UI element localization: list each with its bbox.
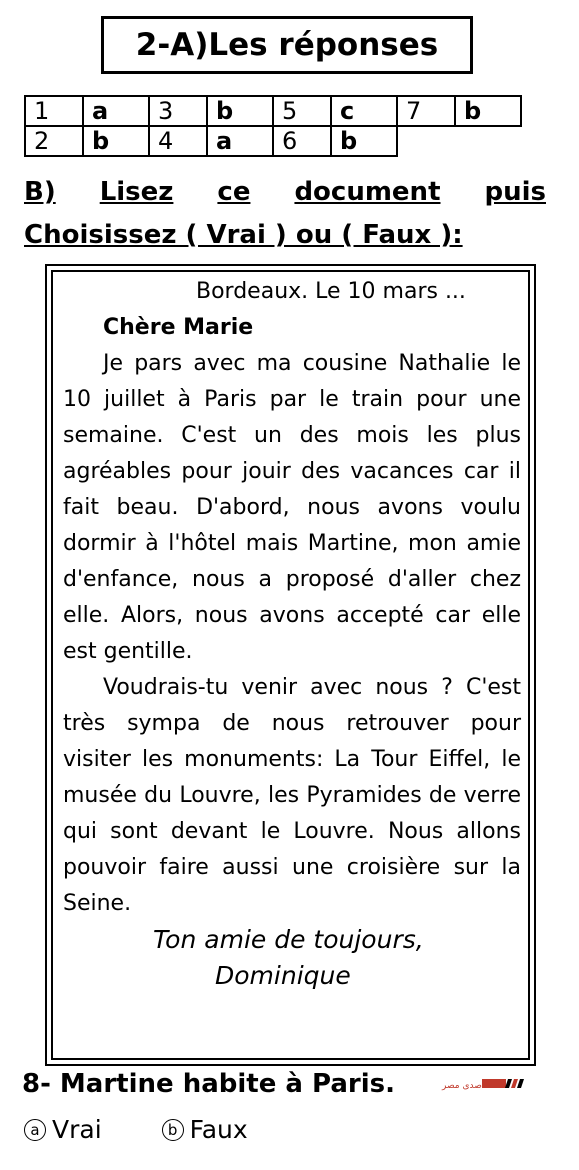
section-title — [101, 16, 473, 74]
instruction-word: B) — [24, 177, 56, 207]
section-title-text: 2-A)Les réponses — [135, 27, 439, 63]
answer-options — [24, 1112, 248, 1148]
option-vrai[interactable] — [24, 1112, 102, 1148]
question-8: 8- Martine habite à Paris. — [22, 1069, 395, 1099]
answer-number: 1 — [25, 96, 83, 126]
letter-greeting: Chère Marie — [103, 315, 254, 340]
letter-signature: Dominique — [215, 961, 351, 990]
instruction-word: document — [294, 177, 441, 207]
watermark-bar — [482, 1079, 506, 1088]
answer-letter: b — [331, 126, 397, 156]
answers-table — [24, 95, 522, 157]
answer-number: 7 — [397, 96, 455, 126]
table-row — [25, 96, 521, 126]
empty-cell — [455, 126, 521, 156]
letter-date: Bordeaux. Le 10 mars ... — [196, 279, 466, 304]
option-letter-circle: b — [162, 1119, 184, 1141]
answer-letter: b — [83, 126, 149, 156]
answer-letter: a — [83, 96, 149, 126]
section-b-instruction — [24, 171, 546, 257]
table-row — [25, 126, 521, 156]
answer-number: 3 — [149, 96, 207, 126]
watermark-slash — [511, 1079, 518, 1088]
option-faux[interactable] — [162, 1112, 248, 1148]
watermark-slash — [505, 1079, 512, 1088]
instruction-word: puis — [484, 177, 546, 207]
instruction-line-1 — [24, 171, 546, 214]
letter-body — [63, 274, 521, 994]
letter-paragraph-2: Voudrais-tu venir avec nous ? C'est très sympa de nous retrouver pour visiter les monuments: La Tour Eiffel, le musée du Louvre, les Pyramides de verre qui sont devant le Louvre. Nous allons pouvoir faire aussi une croisière sur la Seine. — [63, 675, 521, 916]
empty-cell — [397, 126, 455, 156]
watermark-logo — [440, 1075, 530, 1093]
watermark-text: صدى مصر — [442, 1081, 482, 1091]
answer-number: 4 — [149, 126, 207, 156]
answer-letter: b — [207, 96, 273, 126]
letter-paragraph-1: Je pars avec ma cousine Nathalie le 10 juillet à Paris par le train pour une semaine. C'est un des mois les plus agréables pour jouir des vacances car il fait beau. D'abord, nous avons voulu dormir à l'hôtel mais Martine, mon amie d'enfance, nous a proposé d'aller chez elle. Alors, nous avons accepté car elle est gentille. — [63, 351, 521, 664]
answer-letter: b — [455, 96, 521, 126]
option-label: Vrai — [52, 1115, 102, 1144]
answer-number: 6 — [273, 126, 331, 156]
option-label: Faux — [189, 1115, 248, 1144]
answer-number: 2 — [25, 126, 83, 156]
answer-letter: a — [207, 126, 273, 156]
option-letter-circle: a — [24, 1119, 46, 1141]
instruction-word: Lisez — [99, 177, 174, 207]
instruction-word: ce — [217, 177, 251, 207]
watermark-slash — [517, 1079, 524, 1088]
answer-letter: c — [331, 96, 397, 126]
instruction-line-2: Choisissez ( Vrai ) ou ( Faux ): — [24, 220, 463, 250]
answer-number: 5 — [273, 96, 331, 126]
letter-closing: Ton amie de toujours, — [153, 925, 424, 954]
